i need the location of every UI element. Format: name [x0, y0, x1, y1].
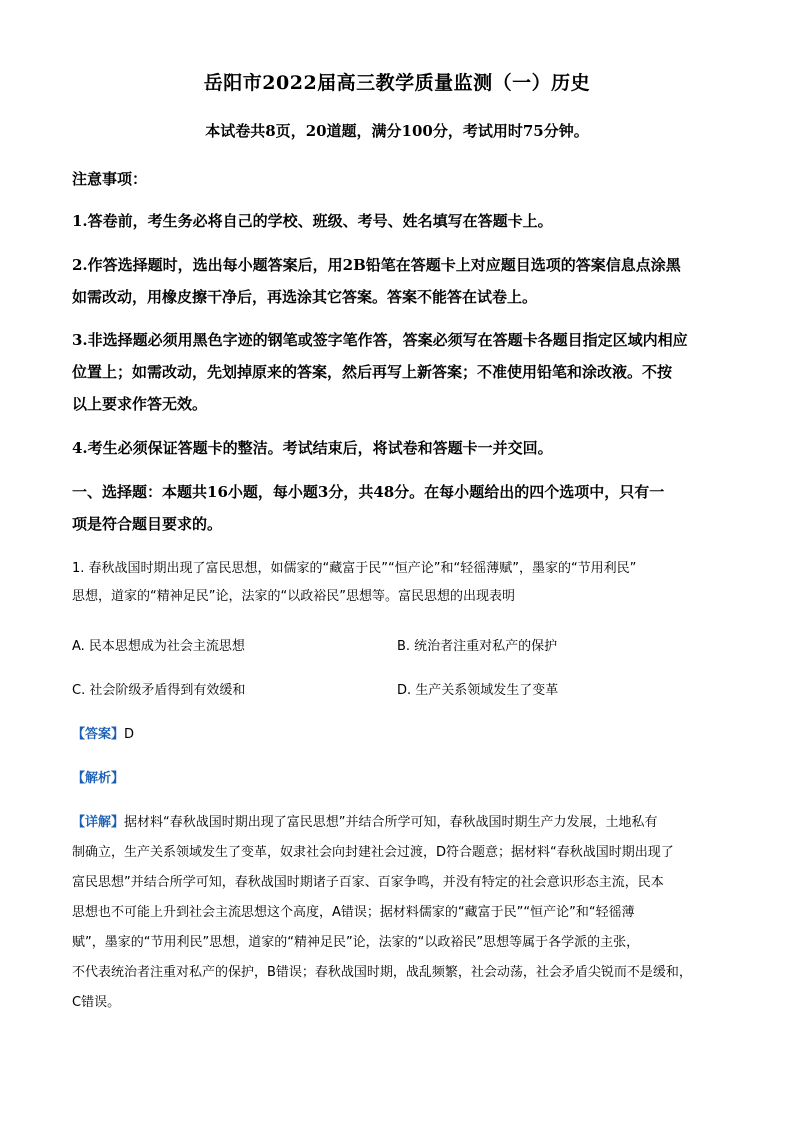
notice-section: [72, 163, 732, 195]
question-1-stem-line-1: 1. 春秋战国时期出现了富民思想，如儒家的“藏富于民”“恒产论”和“轻徭薄赋”，墨家的“节用利民”: [72, 561, 637, 576]
notice-item-3-line-1: 3.非选择题必须用黑色字迹的钢笔或签字笔作答，答案必须写在答题卡各题目指定区域内相应: [72, 331, 688, 349]
page-title: 岳阳市2022届高三教学质量监测（一）历史: [203, 72, 591, 94]
notice-item-2-line-2: 如需改动，用橡皮擦干净后，再选涂其它答案。答案不能答在试卷上。: [72, 288, 538, 306]
notice-item-3: [72, 324, 732, 420]
question-1-stem: [72, 555, 732, 611]
detail-line-7: C错误。: [72, 995, 121, 1010]
answer-line: [72, 723, 134, 742]
option-b: B. 统治者注重对私产的保护: [397, 639, 558, 654]
section-heading-line-2: 项是符合题目要求的。: [72, 515, 223, 533]
detail-tag: 【详解】: [72, 815, 125, 830]
detail-line-2: 制确立，生产关系领域发生了变革，奴隶社会向封建社会过渡，D符合题意；据材料“春秋战国时期出现了: [72, 845, 674, 860]
detail-line-1: [72, 808, 732, 838]
option-a: A. 民本思想成为社会主流思想: [72, 639, 245, 654]
notice-item-2-line-1: 2.作答选择题时，选出每小题答案后，用2B铅笔在答题卡上对应题目选项的答案信息点涂黑: [72, 256, 681, 274]
notice-item-2: [72, 249, 732, 313]
question-1-stem-line-2: 思想，道家的“精神足民”论，法家的“以政裕民”思想等。富民思想的出现表明: [72, 589, 515, 604]
notice-item-1: [72, 205, 732, 237]
notice-item-4-text: 4.考生必须保证答题卡的整洁。考试结束后，将试卷和答题卡一并交回。: [72, 439, 553, 457]
notice-item-1-text: 1.答卷前，考生务必将自己的学校、班级、考号、姓名填写在答题卡上。: [72, 212, 553, 230]
exam-info: 本试卷共8页，20道题，满分100分，考试用时75分钟。: [205, 122, 589, 140]
section-heading-line-1: 一、选择题：本题共16小题，每小题3分，共48分。在每小题给出的四个选项中，只有一: [72, 483, 665, 501]
section-heading: [72, 476, 732, 540]
answer-value: D: [124, 727, 135, 742]
detail-line-1-text: 据材料“春秋战国时期出现了富民思想”并结合所学可知，春秋战国时期生产力发展，土地私有: [124, 815, 658, 830]
detail-line-5: 赋”，墨家的“节用利民”思想，道家的“精神足民”论，法家的“以政裕民”思想等属于各学派的主张，: [72, 935, 640, 950]
detail-explanation: [72, 808, 732, 1018]
notice-item-3-line-3: 以上要求作答无效。: [72, 395, 208, 413]
analysis-tag: 【解析】: [72, 771, 125, 786]
notice-item-4: [72, 432, 732, 464]
option-d: D. 生产关系领域发生了变革: [397, 683, 559, 698]
answer-tag: 【答案】: [72, 727, 125, 742]
detail-line-4: 思想也不可能上升到社会主流思想这个高度，A错误；据材料儒家的“藏富于民”“恒产论”和“轻徭薄: [72, 905, 635, 920]
notice-heading: 注意事项：: [72, 170, 148, 188]
notice-item-3-line-2: 位置上；如需改动，先划掉原来的答案，然后再写上新答案；不准使用铅笔和涂改液。不按: [72, 363, 673, 381]
detail-line-3: 富民思想”并结合所学可知，春秋战国时期诸子百家、百家争鸣，并没有特定的社会意识形态主流，民本: [72, 875, 664, 890]
option-c: C. 社会阶级矛盾得到有效缓和: [72, 683, 246, 698]
analysis-line: [72, 767, 124, 786]
detail-line-6: 不代表统治者注重对私产的保护，B错误；春秋战国时期，战乱频繁，社会动荡，社会矛盾尖锐而不是缓和，: [72, 965, 692, 980]
